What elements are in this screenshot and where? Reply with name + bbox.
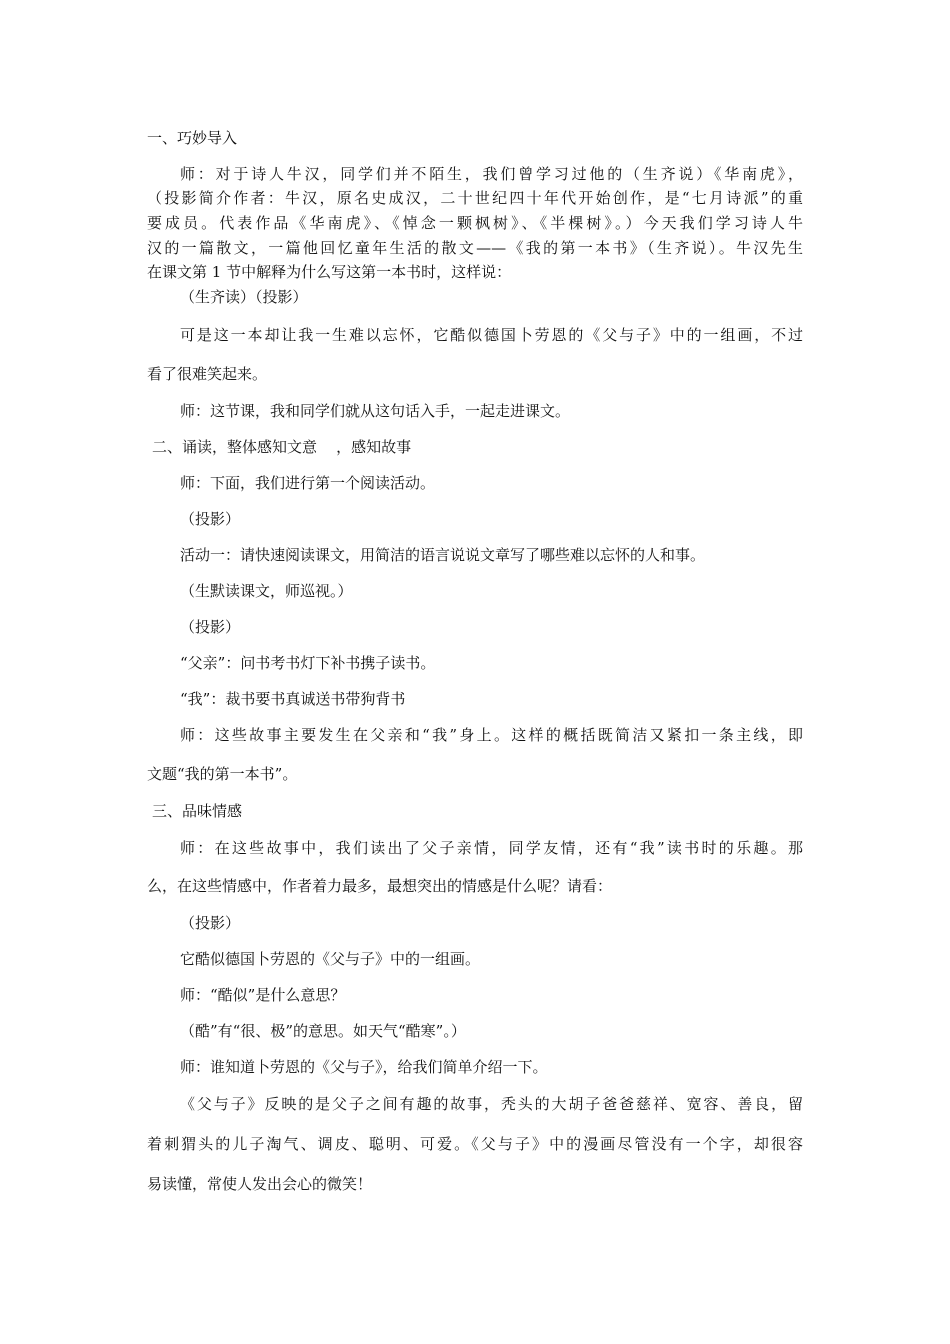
paragraph-line: 它酷似德国卜劳恩的《父与子》中的一组画。 <box>180 950 481 968</box>
paragraph-line: 在课文第 1 节中解释为什么写这第一本书时，这样说： <box>147 263 512 281</box>
paragraph-line: 着刺猬头的儿子淘气、调皮、聪明、可爱。《父与子》中的漫画尽管没有一个字，却很容 <box>147 1135 803 1153</box>
paragraph-line: （投影） <box>180 618 241 636</box>
section-heading-2: 二、诵读，整体感知文意 ，感知故事 <box>152 438 412 456</box>
paragraph-line: 么，在这些情感中，作者着力最多，最想突出的情感是什么呢？请看： <box>147 877 613 895</box>
paragraph-line: 师：在这些故事中，我们读出了父子亲情，同学友情，还有“我”读书时的乐趣。那 <box>180 839 803 857</box>
paragraph-line: 易读懂，常使人发出会心的微笑！ <box>147 1175 373 1193</box>
section-heading-3: 三、品味情感 <box>152 802 243 820</box>
paragraph-line: “我”：裁书要书真诚送书带狗背书 <box>180 690 406 708</box>
paragraph-line: 师：这节课，我和同学们就从这句话入手，一起走进课文。 <box>180 402 571 420</box>
paragraph-line: 汉的一篇散文，一篇他回忆童年生活的散文——《我的第一本书》（生齐说）。牛汉先生 <box>147 239 803 257</box>
paragraph-line: 师：对于诗人牛汉，同学们并不陌生，我们曾学习过他的（生齐说）《华南虎》， <box>180 165 803 183</box>
paragraph-line: （投影） <box>180 914 241 932</box>
paragraph-line: （生默读课文，师巡视。） <box>180 582 353 600</box>
paragraph-line: 《父与子》反映的是父子之间有趣的故事，秃头的大胡子爸爸慈祥、宽容、善良，留 <box>180 1095 803 1113</box>
paragraph-line: 师：这些故事主要发生在父亲和“我”身上。这样的概括既简洁又紧扣一条主线，即 <box>180 726 803 744</box>
paragraph-line: 师：下面，我们进行第一个阅读活动。 <box>180 474 436 492</box>
quote-line: 看了很难笑起来。 <box>147 365 268 383</box>
paragraph-line: （投影） <box>180 510 241 528</box>
paragraph-line: （投影简介作者：牛汉，原名史成汉，二十世纪四十年代开始创作，是“七月诗派”的重 <box>147 189 803 207</box>
quote-line: 可是这一本却让我一生难以忘怀，它酷似德国卜劳恩的《父与子》中的一组画，不过 <box>180 326 803 344</box>
paragraph-line: （生齐读）（投影） <box>180 288 308 306</box>
paragraph-line: 文题“我的第一本书”。 <box>147 765 298 783</box>
section-heading-1: 一、巧妙导入 <box>147 129 238 147</box>
paragraph-line: 要成员。代表作品《华南虎》、《悼念一颗枫树》、《半棵树》。）今天我们学习诗人牛 <box>147 214 803 232</box>
paragraph-line: 活动一：请快速阅读课文，用简洁的语言说说文章写了哪些难以忘怀的人和事。 <box>180 546 706 564</box>
paragraph-line: 师：“酷似”是什么意思？ <box>180 986 346 1004</box>
paragraph-line: （酷”有“很、极”的意思。如天气“酷寒”。） <box>180 1022 466 1040</box>
paragraph-line: 师：谁知道卜劳恩的《父与子》，给我们简单介绍一下。 <box>180 1058 548 1076</box>
paragraph-line: “父亲”：问书考书灯下补书携子读书。 <box>180 654 436 672</box>
